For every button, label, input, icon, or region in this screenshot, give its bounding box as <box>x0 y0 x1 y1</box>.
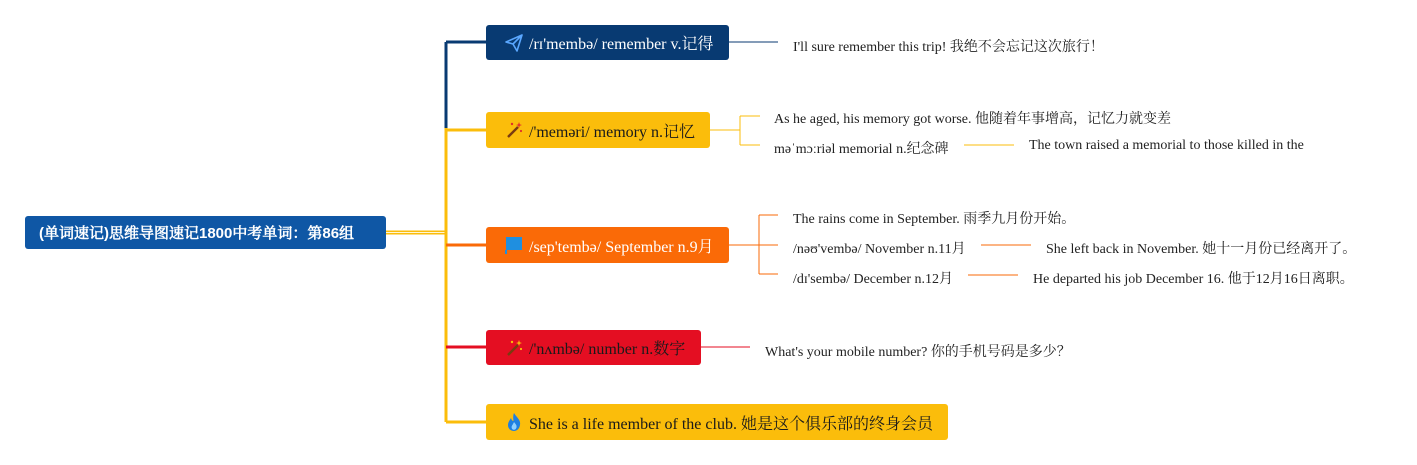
leaf-november-word[interactable]: /nəʊ'vembə/ November n.11月 <box>793 242 966 257</box>
branch-september[interactable] <box>486 227 729 263</box>
flag-icon <box>504 235 524 255</box>
leaf-line-september <box>729 215 778 274</box>
paper-plane-icon <box>504 33 524 53</box>
root-topic[interactable] <box>25 216 386 249</box>
leaf-remember-example[interactable]: I'll sure remember this trip! 我绝不会忘记这次旅行！ <box>793 40 1104 55</box>
leaf-memorial-example[interactable]: The town raised a memorial to those killed in the <box>1029 138 1304 153</box>
branch-memory-label: /'meməri/ memory n.记忆 <box>529 123 695 141</box>
branch-member[interactable] <box>486 404 948 440</box>
magic-wand-icon <box>504 120 524 140</box>
leaf-december-word[interactable]: /dɪ'sembə/ December n.12月 <box>793 272 953 287</box>
branch-remember-label: /rɪ'membə/ remember v.记得 <box>529 36 714 53</box>
magic-wand-icon <box>504 338 524 358</box>
branch-number[interactable] <box>486 330 701 365</box>
leaf-december-example[interactable]: He departed his job December 16. 他于12月16日离职。 <box>1033 272 1354 287</box>
leaf-september-example[interactable]: The rains come in September. 雨季九月份开始。 <box>793 212 1076 227</box>
leaf-number-example[interactable]: What's your mobile number? 你的手机号码是多少？ <box>765 345 1071 360</box>
branch-number-label: /'nʌmbə/ number n.数字 <box>529 341 686 358</box>
root-label: (单词速记)思维导图速记1800中考单词：第86组 <box>39 225 355 242</box>
leaf-line-memory <box>710 116 760 145</box>
branch-memory[interactable] <box>486 112 710 148</box>
leaf-memory-example[interactable]: As he aged, his memory got worse. 他随着年事增高，记忆力就变差 <box>774 112 1172 127</box>
leaf-november-example[interactable]: She left back in November. 她十一月份已经离开了。 <box>1046 242 1357 257</box>
branch-remember[interactable] <box>486 25 729 60</box>
branch-member-label: She is a life member of the club. 她是这个俱乐部的终身会员 <box>529 415 933 433</box>
branch-september-label: /sep'tembə/ September n.9月 <box>529 238 714 256</box>
fire-icon <box>504 412 524 432</box>
leaf-memorial-word[interactable]: məˈmɔːriəl memorial n.纪念碑 <box>774 142 949 157</box>
